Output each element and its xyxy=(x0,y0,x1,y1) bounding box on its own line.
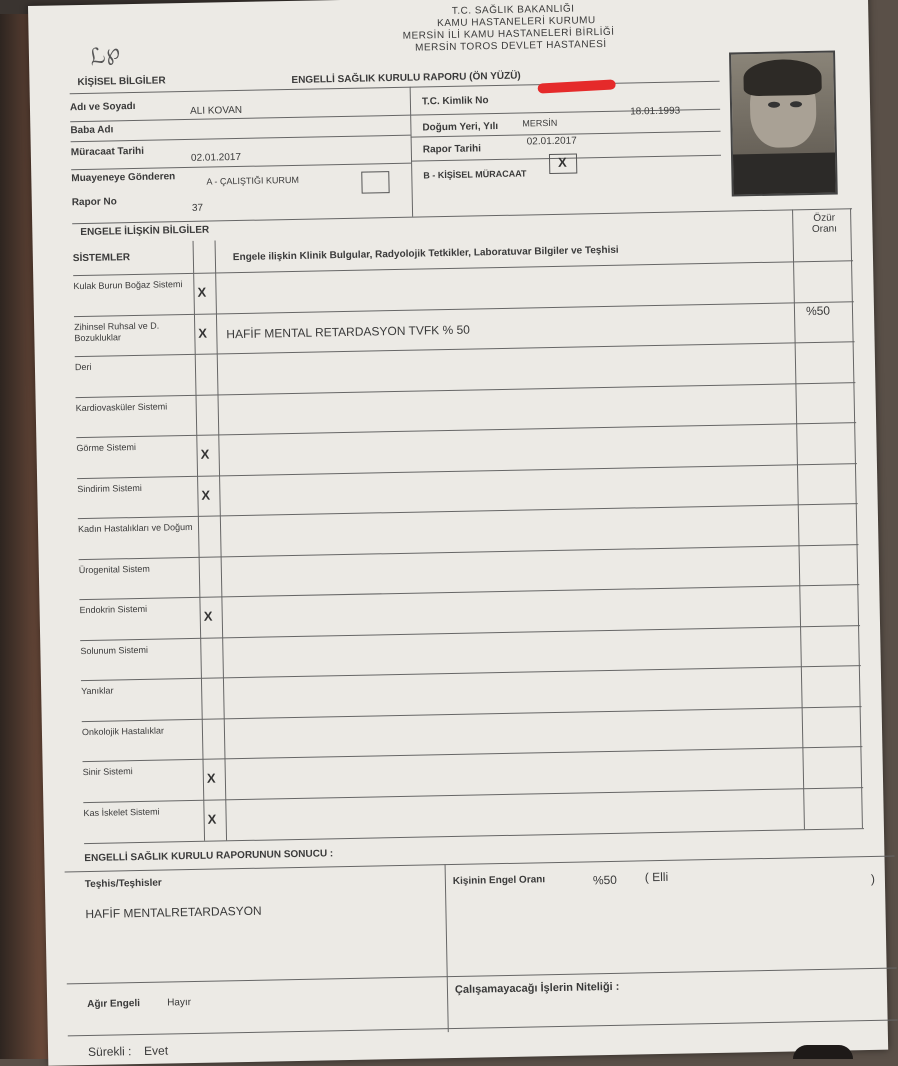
row-divider xyxy=(81,665,861,681)
row-divider xyxy=(80,625,860,641)
row-divider xyxy=(83,746,863,762)
report-title: ENGELLİ SAĞLIK KURULU RAPORU (ÖN YÜZÜ) xyxy=(291,70,521,86)
permanent-value: Evet xyxy=(143,1043,169,1058)
disability-rate-value: %50 xyxy=(592,872,618,888)
system-name: Sinir Sistemi xyxy=(82,766,133,778)
disability-rate-words: ( Elli xyxy=(644,869,669,885)
row-divider xyxy=(73,260,853,276)
permanent-label: Sürekli : xyxy=(87,1044,132,1060)
row-divider xyxy=(76,382,856,398)
name-value: ALI KOVAN xyxy=(189,104,243,117)
report-date-label: Rapor Tarihi xyxy=(422,143,482,156)
photo-shirt xyxy=(733,153,836,195)
personal-application-mark: X xyxy=(557,154,567,170)
signature-scribble: ℒ℘ xyxy=(86,38,123,72)
system-name: Görme Sistemi xyxy=(76,442,137,454)
system-name: Zihinsel Ruhsal ve D. Bozukluklar xyxy=(74,320,160,343)
institution-line: KAMU HASTANELERİ KURUMU xyxy=(437,15,596,30)
report-no-label: Rapor No xyxy=(71,196,117,209)
row-divider xyxy=(83,787,863,803)
name-label: Adı ve Soyadı xyxy=(69,100,136,114)
system-mark: X xyxy=(197,284,207,300)
severe-disability-value: Hayır xyxy=(167,997,192,1009)
referred-by-label: Muayeneye Gönderen xyxy=(71,171,176,185)
row-divider xyxy=(79,584,859,600)
system-name: Kas İskelet Sistemi xyxy=(83,806,160,818)
system-mark: X xyxy=(207,811,217,827)
system-name: Onkolojik Hastalıklar xyxy=(81,725,165,737)
referred-checkbox xyxy=(361,171,389,194)
system-name: Sindirim Sistemi xyxy=(77,482,142,494)
system-mark: X xyxy=(206,770,216,786)
system-name: Solunum Sistemi xyxy=(80,644,148,656)
tc-label: T.C. Kimlik No xyxy=(421,95,489,108)
rule xyxy=(445,864,449,1032)
disability-rate-close: ) xyxy=(870,871,876,886)
unfit-jobs-label: Çalışamayacağı İşlerin Niteliği : xyxy=(454,980,620,996)
row-divider xyxy=(77,463,857,479)
system-name: Yanıklar xyxy=(81,685,114,697)
ministry-line: T.C. SAĞLIK BAKANLIĞI xyxy=(451,3,575,17)
disability-rate-label: Kişinin Engel Oranı xyxy=(452,874,546,888)
application-date-value: 02.01.2017 xyxy=(190,151,242,164)
application-date-label: Müracaat Tarihi xyxy=(70,145,145,159)
hospital-line: MERSİN TOROS DEVLET HASTANESİ xyxy=(414,38,607,54)
rule xyxy=(72,208,852,224)
referred-by-value: A - ÇALIŞTIĞI KURUM xyxy=(206,174,299,187)
rule xyxy=(410,87,413,217)
system-mark: X xyxy=(203,608,213,624)
father-label: Baba Adı xyxy=(70,124,114,137)
row-divider xyxy=(79,544,859,560)
rule xyxy=(67,968,897,985)
row-divider xyxy=(82,706,862,722)
severe-disability-label: Ağır Engeli xyxy=(87,998,141,1011)
birth-date: 18.01.1993 xyxy=(630,105,681,118)
system-mark: X xyxy=(201,487,211,503)
row-divider xyxy=(74,301,854,317)
disability-section-title: ENGELE İLİŞKİN BİLGİLER xyxy=(80,224,210,239)
personal-application-label: B - KİŞİSEL MÜRACAAT xyxy=(423,168,527,181)
system-rate: %50 xyxy=(805,303,831,318)
report-date-value: 02.01.2017 xyxy=(526,135,577,148)
system-name: Endokrin Sistemi xyxy=(79,603,148,616)
diagnosis-label: Teşhis/Teşhisler xyxy=(84,877,162,891)
rule xyxy=(215,240,228,840)
system-mark: X xyxy=(198,325,208,341)
applicant-photo xyxy=(729,51,838,197)
birth-label: Doğum Yeri, Yılı xyxy=(422,120,499,134)
system-name: Deri xyxy=(74,361,92,373)
result-section-title: ENGELLİ SAĞLIK KURULU RAPORUNUN SONUCU : xyxy=(84,848,334,865)
system-mark: X xyxy=(200,446,210,462)
birth-place: MERSİN xyxy=(522,117,558,129)
systems-column-header: SİSTEMLER xyxy=(72,252,131,265)
system-name: Kulak Burun Boğaz Sistemi xyxy=(73,279,183,292)
personal-section-title: KİŞİSEL BİLGİLER xyxy=(77,75,166,89)
report-no-value: 37 xyxy=(191,202,204,214)
personal-application-checkbox xyxy=(549,153,577,174)
rule xyxy=(71,135,411,143)
system-finding: HAFİF MENTAL RETARDASYON TVFK % 50 xyxy=(226,322,471,341)
redacted-tc-number xyxy=(537,79,615,93)
diagnosis-value: HAFİF MENTALRETARDASYON xyxy=(85,903,262,922)
findings-column-header: Engele ilişkin Klinik Bulgular, Radyolojik Tetkikler, Laboratuvar Bilgiler ve Teşhisi xyxy=(232,244,619,264)
union-line: MERSİN İLİ KAMU HASTANELERİ BİRLİĞİ xyxy=(402,26,615,42)
system-name: Kardiovasküler Sistemi xyxy=(75,400,168,413)
photo-hair xyxy=(743,59,822,96)
system-name: Ürogenital Sistem xyxy=(78,563,150,575)
system-name: Kadın Hastalıkları ve Doğum xyxy=(77,521,193,535)
row-divider xyxy=(75,341,855,357)
row-divider xyxy=(78,503,858,519)
finger-shadow xyxy=(793,1045,853,1059)
report-paper xyxy=(28,0,888,1066)
row-divider xyxy=(76,422,856,438)
rule xyxy=(68,1019,898,1036)
rule xyxy=(84,828,864,844)
rule xyxy=(71,163,411,171)
rate-column-header: Özür Oranı xyxy=(811,212,838,235)
